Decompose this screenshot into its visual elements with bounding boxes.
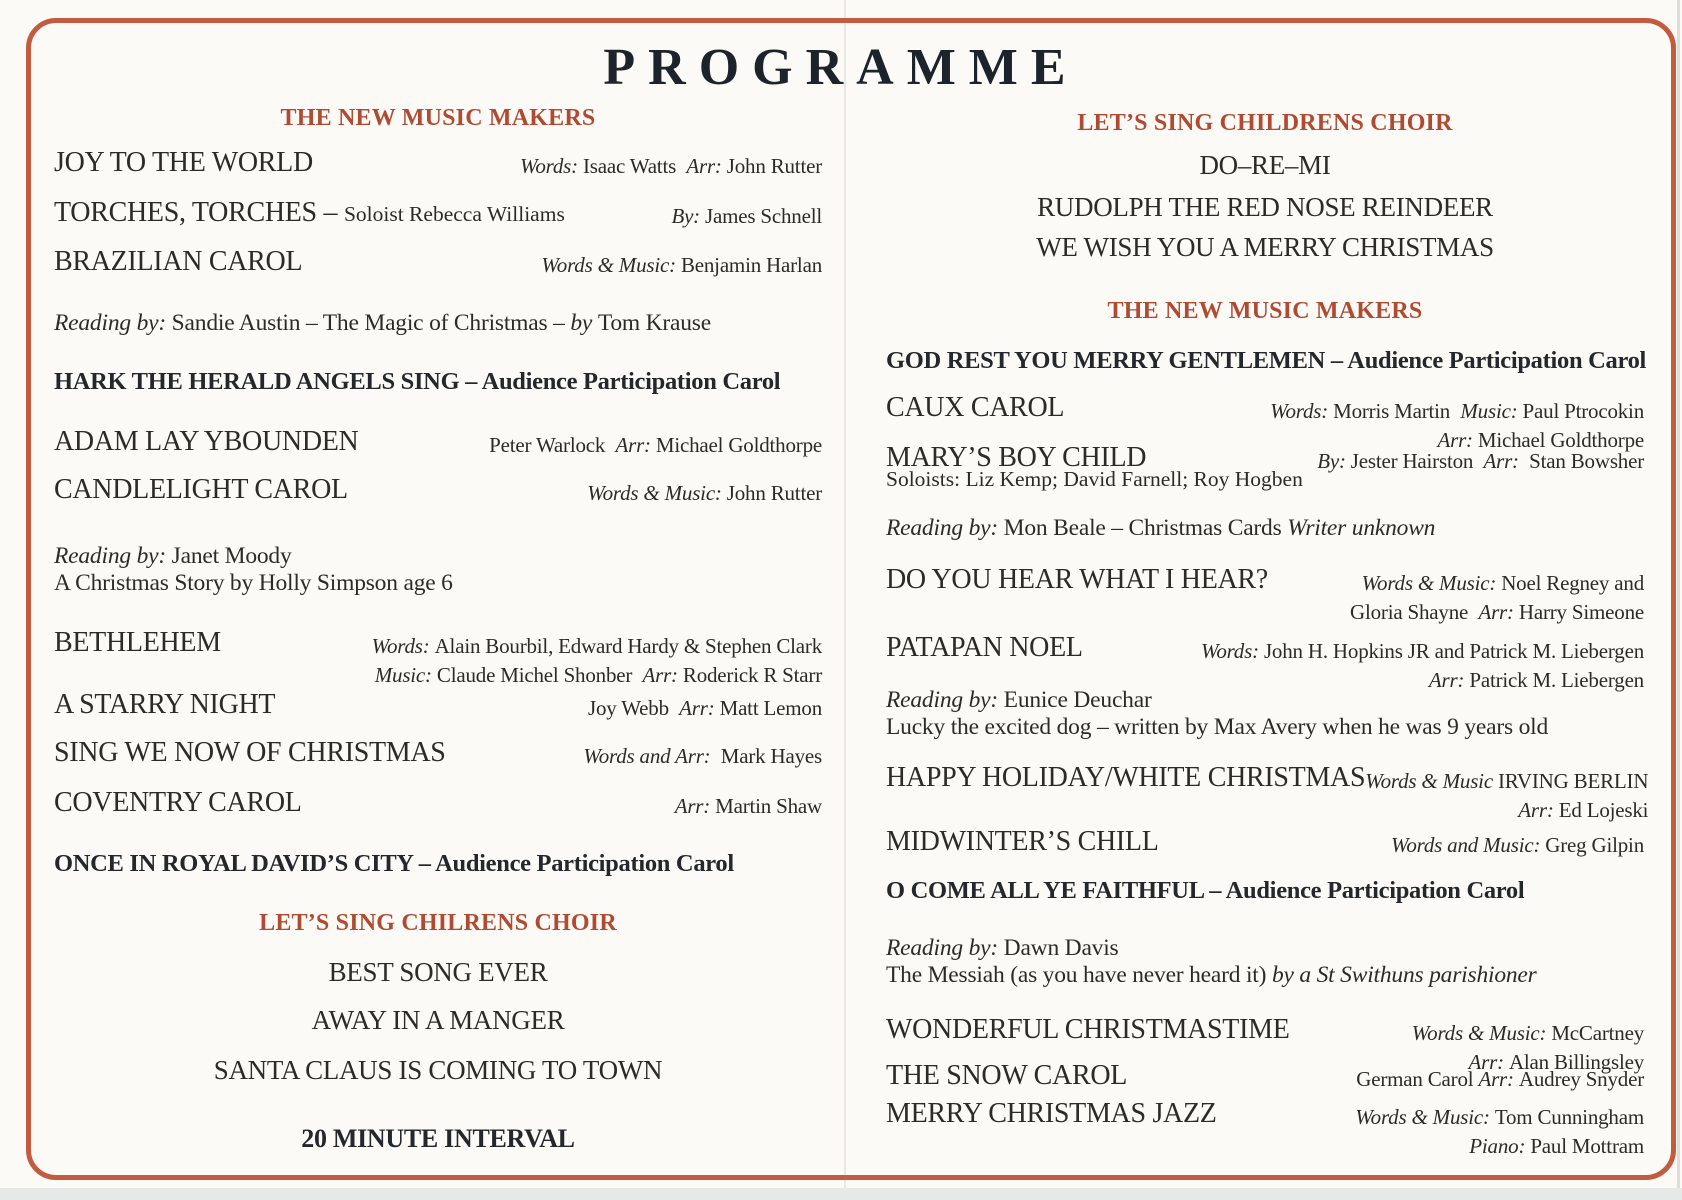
song-credit (1355, 1098, 1644, 1161)
song-title (54, 197, 565, 229)
audience-carol-line: GOD REST YOU MERRY GENTLEMEN – Audience Participation Carol (886, 347, 1647, 374)
song-row (886, 564, 1644, 627)
credit-line: Words: Alain Bourbil, Edward Hardy & Stephen Clark (371, 634, 822, 658)
credit-line: Words & Music: Tom Cunningham (1355, 1105, 1644, 1129)
song-row (54, 737, 822, 771)
audience-carol-line: O COME ALL YE FAITHFUL – Audience Participation Carol (886, 877, 1525, 904)
credit-line: Words & Music IRVING BERLIN (1365, 769, 1649, 793)
section-heading-new-music-makers: THE NEW MUSIC MAKERS (1107, 298, 1423, 324)
centered-song: WE WISH YOU A MERRY CHRISTMAS (1036, 232, 1494, 262)
song-title: HAPPY HOLIDAY/WHITE CHRISTMAS (886, 762, 1366, 793)
song-title: JOY TO THE WORLD (54, 147, 313, 178)
song-credit: Arr: Martin Shaw (674, 794, 822, 818)
reading-text: Reading by: Mon Beale – Christmas Cards Writer unknown (886, 515, 1436, 541)
song-title: THE SNOW CAROL (886, 1060, 1128, 1091)
soloists-note: Soloists: Liz Kemp; David Farnell; Roy Hogben (886, 467, 1303, 491)
song-row (54, 627, 822, 690)
song-row (54, 689, 822, 723)
credit-line: Piano: Paul Mottram (1469, 1133, 1644, 1158)
song-credit: German Carol Arr: Audrey Snyder (1356, 1067, 1644, 1091)
song-credit (1365, 762, 1648, 825)
song-row (54, 147, 822, 181)
reading-line (886, 687, 1644, 742)
interval-note: 20 MINUTE INTERVAL (301, 1124, 575, 1153)
song-credit (1350, 564, 1644, 627)
song-credit (1201, 632, 1644, 695)
credit-line: Words & Music: McCartney (1411, 1021, 1644, 1045)
section-heading-childrens-choir: LET’S SING CHILRENS CHOIR (259, 910, 617, 936)
song-title: DO YOU HEAR WHAT I HEAR? (886, 564, 1268, 595)
song-credit: Words & Music: John Rutter (587, 481, 822, 505)
credit-line: Arr: Patrick M. Liebergen (1428, 667, 1644, 692)
reading-text: A Christmas Story by Holly Simpson age 6 (54, 570, 453, 597)
scan-edge-right (1677, 0, 1680, 1200)
song-row (54, 787, 822, 821)
song-credit: Words and Music: Greg Gilpin (1391, 833, 1644, 857)
reading-text: Reading by: Janet Moody (54, 543, 292, 569)
reading-line (886, 935, 1644, 990)
song-title: PATAPAN NOEL (886, 632, 1083, 663)
left-column (54, 0, 822, 1200)
song-credit: By: Jester Hairston Arr: Stan Bowsher (1317, 449, 1644, 473)
song-credit: Joy Webb Arr: Matt Lemon (587, 696, 822, 720)
reading-line (54, 543, 822, 598)
centered-song: SANTA CLAUS IS COMING TO TOWN (213, 1055, 663, 1085)
reading-text: Reading by: Sandie Austin – The Magic of Christmas – by Tom Krause (54, 310, 711, 336)
song-title: WONDERFUL CHRISTMASTIME (886, 1014, 1290, 1045)
reading-line (886, 515, 1644, 542)
centered-song: AWAY IN A MANGER (311, 1005, 565, 1035)
song-title: MARY’S BOY CHILD (886, 442, 1147, 473)
credit-line: Words: Morris Martin Music: Paul Ptrocokin (1270, 399, 1644, 423)
song-title: SING WE NOW OF CHRISTMAS (54, 737, 446, 768)
fold-crease (844, 0, 846, 1200)
centered-song: BEST SONG EVER (328, 957, 548, 987)
section-heading-new-music-makers: THE NEW MUSIC MAKERS (280, 105, 596, 131)
credit-line: Arr: Ed Lojeski (1518, 797, 1649, 822)
song-credit: Words and Arr: Mark Hayes (583, 744, 822, 768)
audience-carol-line: HARK THE HERALD ANGELS SING – Audience Participation Carol (54, 368, 781, 395)
credit-line: Arr: Alan Billingsley (1468, 1049, 1644, 1074)
song-title: CANDLELIGHT CAROL (54, 474, 348, 505)
song-row (54, 426, 822, 460)
reading-text: Lucky the excited dog – written by Max Avery when he was 9 years old (886, 714, 1549, 741)
audience-carol-line: ONCE IN ROYAL DAVID’S CITY – Audience Participation Carol (54, 850, 734, 877)
reading-text: Reading by: Dawn Davis (886, 935, 1119, 961)
song-credit: Words & Music: Benjamin Harlan (541, 253, 822, 277)
song-credit: Peter Warlock Arr: Michael Goldthorpe (489, 433, 822, 457)
song-credit: Words: Isaac Watts Arr: John Rutter (519, 154, 822, 178)
song-title: MIDWINTER’S CHILL (886, 826, 1159, 857)
song-row (886, 826, 1644, 860)
credit-line: Music: Claude Michel Shonber Arr: Roderick R Starr (374, 662, 822, 687)
song-row (886, 1098, 1644, 1161)
song-row (54, 197, 822, 231)
centered-song: DO–RE–MI (1199, 150, 1331, 180)
reading-text: The Messiah (as you have never heard it) by a St Swithuns parishioner (886, 962, 1537, 989)
song-title: CAUX CAROL (886, 392, 1065, 423)
song-title-main: TORCHES, TORCHES – (54, 197, 344, 228)
right-column (886, 0, 1649, 1200)
credit-line: Arr: Michael Goldthorpe (1437, 427, 1644, 452)
song-credit: By: James Schnell (671, 204, 822, 228)
song-title: MERRY CHRISTMAS JAZZ (886, 1098, 1217, 1129)
song-row (886, 762, 1649, 825)
centered-song: RUDOLPH THE RED NOSE REINDEER (1037, 192, 1493, 222)
credit-line: Gloria Shayne Arr: Harry Simeone (1350, 599, 1644, 624)
song-title: COVENTRY CAROL (54, 787, 302, 818)
song-title-soloist: Soloist Rebecca Williams (343, 202, 565, 226)
credit-line: Words: John H. Hopkins JR and Patrick M. Liebergen (1200, 639, 1644, 663)
song-row (886, 632, 1644, 695)
reading-line (54, 310, 822, 337)
song-row (54, 474, 822, 508)
section-heading-childrens-choir: LET’S SING CHILDRENS CHOIR (1077, 110, 1453, 136)
song-credit (372, 627, 822, 690)
reading-text: Reading by: Eunice Deuchar (886, 687, 1152, 713)
song-row (886, 1060, 1644, 1094)
song-row (54, 246, 822, 280)
credit-line: Words & Music: Noel Regney and (1361, 571, 1644, 595)
song-title: BETHLEHEM (54, 627, 221, 658)
page-title: PROGRAMME (603, 39, 1079, 96)
song-title: ADAM LAY YBOUNDEN (54, 426, 359, 457)
song-title: A STARRY NIGHT (54, 689, 276, 720)
song-title: BRAZILIAN CAROL (54, 246, 303, 277)
